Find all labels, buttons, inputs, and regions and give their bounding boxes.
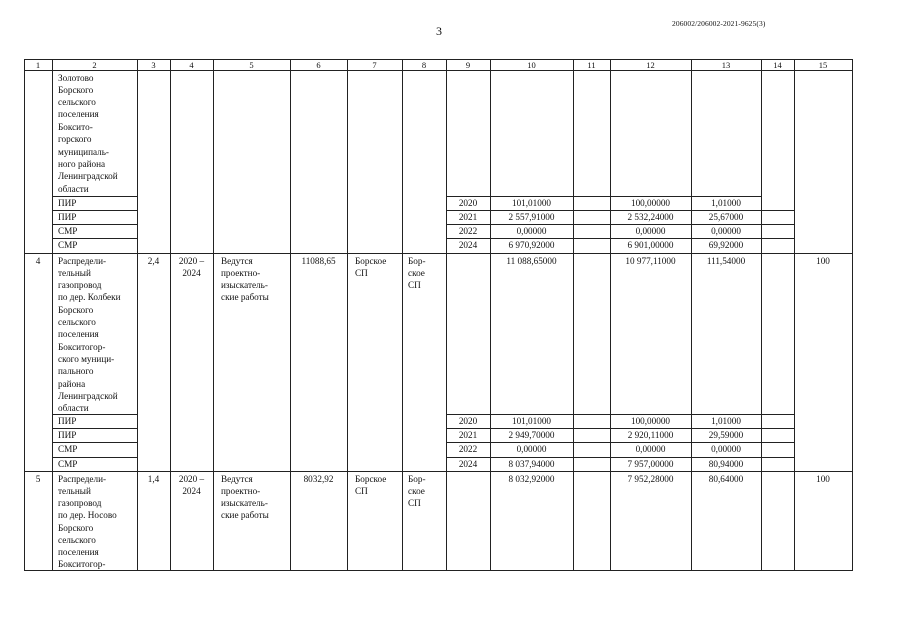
cost-cell: 11088,65: [301, 256, 336, 266]
federal-cell: 100,00000: [630, 416, 671, 426]
percent-cell: 100: [816, 256, 830, 266]
document-id: 206002/206002-2021-9625(3): [672, 19, 766, 28]
federal-cell: 2 532,24000: [627, 212, 674, 222]
year-cell: 2024: [458, 240, 478, 250]
name-line: тельный: [58, 268, 91, 278]
status-line: проектно-: [221, 268, 261, 278]
name-line: газопровод: [58, 280, 102, 290]
name-line: Ленинградской: [58, 391, 118, 401]
name-line: пального: [58, 366, 94, 376]
year-cell: 2022: [458, 226, 478, 236]
federal-cell: 0,00000: [635, 226, 666, 236]
name-line: сельского: [58, 535, 96, 545]
federal-cell: 7 957,00000: [627, 459, 674, 469]
customer-line: СП: [408, 280, 421, 290]
federal-cell: 100,00000: [630, 198, 671, 208]
total-cell: 2 949,70000: [508, 430, 555, 440]
name-line: тельный: [58, 486, 91, 496]
header-cell-3: 3: [151, 60, 156, 70]
year-cell: 2020: [458, 198, 478, 208]
header-cell-9: 9: [465, 60, 471, 70]
name-line: Борского: [58, 305, 94, 315]
name-line: по дер. Колбеки: [58, 292, 121, 302]
federal-cell: 10 977,11000: [625, 256, 676, 266]
header-cell-2: 2: [92, 60, 97, 70]
row-number: 5: [35, 474, 41, 484]
total-cell: 101,01000: [511, 416, 552, 426]
local-cell: 1,01000: [711, 416, 741, 426]
customer-line: ское: [408, 486, 425, 496]
name-line: Распредели-: [58, 256, 107, 266]
name-line: горского: [58, 134, 92, 144]
local-cell: 0,00000: [711, 226, 741, 236]
total-cell: 0,00000: [516, 444, 547, 454]
header-cell-13: 13: [721, 60, 731, 70]
total-cell: 8 037,94000: [508, 459, 555, 469]
page-number: 3: [436, 24, 442, 38]
name-line: поселения: [58, 329, 99, 339]
header-cell-12: 12: [646, 60, 655, 70]
local-cell: 69,92000: [708, 240, 744, 250]
status-line: Ведутся: [221, 474, 253, 484]
name-line: области: [58, 184, 89, 194]
total-cell: 101,01000: [511, 198, 552, 208]
local-cell: 29,59000: [708, 430, 744, 440]
local-cell: 0,00000: [711, 444, 741, 454]
cost-cell: 8032,92: [303, 474, 334, 484]
header-cell-10: 10: [527, 60, 536, 70]
length-cell: 1,4: [147, 474, 160, 484]
name-line: ного района: [58, 159, 106, 169]
status-line: Ведутся: [221, 256, 253, 266]
header-cell-14: 14: [773, 60, 782, 70]
customer-line: ское: [408, 268, 425, 278]
name-line: сельского: [58, 317, 96, 327]
local-cell: 80,94000: [708, 459, 744, 469]
name-line: Борского: [58, 523, 94, 533]
local-cell: 1,01000: [711, 198, 741, 208]
length-cell: 2,4: [147, 256, 160, 266]
percent-cell: 100: [816, 474, 830, 484]
total-cell: 2 557,91000: [508, 212, 555, 222]
local-cell: 80,64000: [708, 474, 744, 484]
status-line: изыскатель-: [221, 280, 268, 290]
federal-cell: 2 920,11000: [627, 430, 674, 440]
status-line: изыскатель-: [221, 498, 268, 508]
stage-label: СМР: [58, 459, 78, 469]
period-line: 2024: [182, 268, 201, 278]
header-cell-11: 11: [587, 60, 596, 70]
total-cell: 0,00000: [516, 226, 547, 236]
name-line: газопровод: [58, 498, 102, 508]
header-cell-5: 5: [249, 60, 254, 70]
settlement-line: СП: [355, 486, 368, 496]
name-line: ского муници-: [58, 354, 115, 364]
header-cell-6: 6: [316, 60, 321, 70]
header-cell-8: 8: [421, 60, 427, 70]
status-line: ские работы: [221, 292, 269, 302]
stage-label: ПИР: [58, 430, 77, 440]
status-line: проектно-: [221, 486, 261, 496]
header-cell-7: 7: [372, 60, 377, 70]
status-line: ские работы: [221, 510, 269, 520]
name-line: муниципаль-: [58, 147, 109, 157]
name-line: области: [58, 403, 89, 413]
header-cell-4: 4: [189, 60, 194, 70]
name-line: по дер. Носово: [58, 510, 117, 520]
name-line: Распредели-: [58, 474, 107, 484]
year-cell: 2020: [458, 416, 478, 426]
customer-line: Бор-: [408, 474, 426, 484]
stage-label: СМР: [58, 444, 78, 454]
stage-label: ПИР: [58, 198, 77, 208]
federal-cell: 0,00000: [635, 444, 666, 454]
year-cell: 2021: [458, 430, 478, 440]
stage-label: СМР: [58, 240, 78, 250]
settlement-line: СП: [355, 268, 368, 278]
year-cell: 2024: [458, 459, 478, 469]
stage-label: ПИР: [58, 212, 77, 222]
name-line: поселения: [58, 547, 99, 557]
local-cell: 25,67000: [708, 212, 744, 222]
total-cell: 6 970,92000: [508, 240, 555, 250]
name-line: поселения: [58, 109, 99, 119]
federal-cell: 6 901,00000: [627, 240, 674, 250]
period-line: 2020 –: [178, 474, 205, 484]
period-line: 2024: [182, 486, 201, 496]
customer-line: СП: [408, 498, 421, 508]
settlement-line: Борское: [355, 256, 387, 266]
name-line: Борского: [58, 85, 94, 95]
year-cell: 2022: [458, 444, 478, 454]
name-line: Бокситo-: [58, 122, 93, 132]
name-line: сельского: [58, 97, 96, 107]
name-line: района: [58, 379, 86, 389]
federal-cell: 7 952,28000: [627, 474, 674, 484]
name-line: Бокситогор-: [58, 342, 106, 352]
stage-label: СМР: [58, 226, 78, 236]
settlement-line: Борское: [355, 474, 387, 484]
customer-line: Бор-: [408, 256, 426, 266]
total-cell: 8 032,92000: [508, 474, 555, 484]
total-cell: 11 088,65000: [506, 256, 557, 266]
name-line: Ленинградской: [58, 171, 118, 181]
header-cell-15: 15: [818, 60, 828, 70]
name-line: Бокситогор-: [58, 559, 106, 569]
local-cell: 111,54000: [706, 256, 746, 266]
year-cell: 2021: [458, 212, 478, 222]
header-cell-1: 1: [35, 60, 41, 70]
row-number: 4: [35, 256, 41, 266]
stage-label: ПИР: [58, 416, 77, 426]
period-line: 2020 –: [178, 256, 205, 266]
name-line: Золотово: [58, 73, 94, 83]
